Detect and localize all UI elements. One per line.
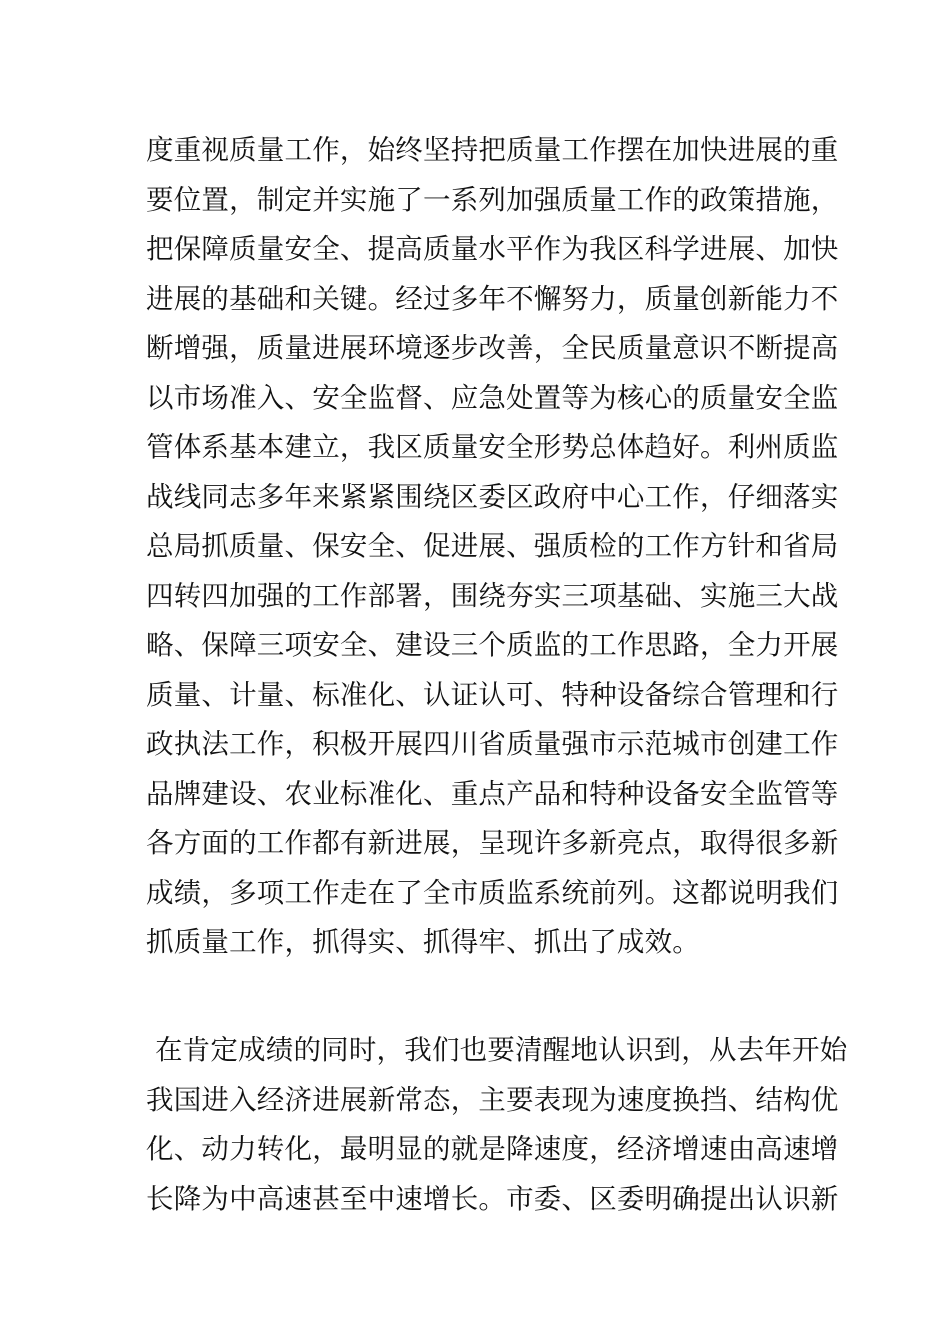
text-line: 化、动力转化，最明显的就是降速度，经济增速由高速增 (146, 1133, 839, 1165)
text-line: 进展的基础和关键。经过多年不懈努力，质量创新能力不 (146, 282, 839, 315)
text-line: 总局抓质量、保安全、促进展、强质检的工作方针和省局 (146, 530, 839, 562)
text-line: 政执法工作，积极开展四川省质量强市示范城市创建工作 (146, 728, 839, 760)
paragraph-1 (146, 126, 846, 968)
text-line: 成绩，多项工作走在了全市质监系统前列。这都说明我们 (146, 876, 839, 909)
text-line: 度重视质量工作，始终坚持把质量工作摆在加快进展的重 (146, 134, 839, 166)
text-line: 抓质量工作，抓得实、抓得牢、抓出了成效。 (146, 926, 700, 958)
text-line: 以市场准入、安全监督、应急处置等为核心的质量安全监 (146, 381, 839, 414)
paragraph-2 (146, 1026, 846, 1224)
text-line: 各方面的工作都有新进展，呈现许多新亮点，取得很多新 (146, 827, 839, 859)
text-line: 质量、计量、标准化、认证认可、特种设备综合管理和行 (146, 678, 839, 711)
text-line: 在肯定成绩的同时，我们也要清醒地认识到，从去年开始 (146, 1034, 848, 1066)
text-line: 把保障质量安全、提高质量水平作为我区科学进展、加快 (146, 233, 839, 265)
text-line: 品牌建设、农业标准化、重点产品和特种设备安全监管等 (146, 777, 839, 810)
text-line: 略、保障三项安全、建设三个质监的工作思路，全力开展 (146, 629, 839, 661)
text-line: 要位置，制定并实施了一系列加强质量工作的政策措施， (146, 183, 839, 216)
text-line: 我国进入经济进展新常态，主要表现为速度换挡、结构优 (146, 1083, 839, 1116)
text-line: 四转四加强的工作部署，围绕夯实三项基础、实施三大战 (146, 579, 839, 612)
text-line: 管体系基本建立，我区质量安全形势总体趋好。利州质监 (146, 431, 839, 463)
text-line: 断增强，质量进展环境逐步改善，全民质量意识不断提高 (146, 332, 839, 364)
text-line: 战线同志多年来紧紧围绕区委区政府中心工作，仔细落实 (146, 480, 839, 513)
text-line: 长降为中高速甚至中速增长。市委、区委明确提出认识新 (146, 1182, 839, 1215)
